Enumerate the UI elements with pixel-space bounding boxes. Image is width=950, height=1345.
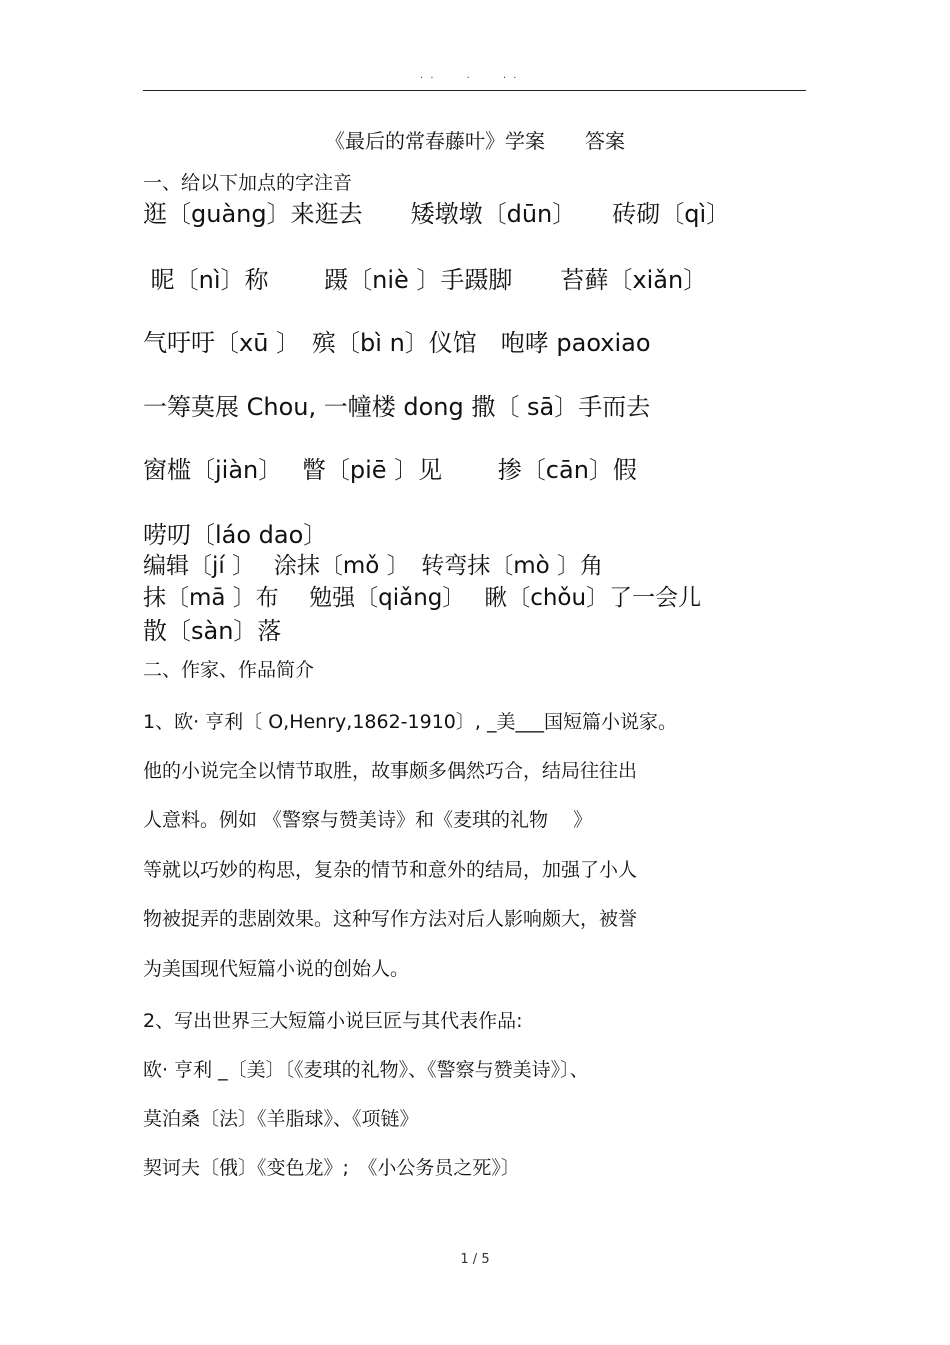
pronunciation-row: 散〔sàn〕落 xyxy=(143,617,282,645)
document-title: 《最后的常春藤叶》学案 答案 xyxy=(325,129,625,153)
pronunciation-row: 窗槛〔jiàn〕 瞥〔piē 〕见 掺〔cān〕假 xyxy=(143,456,637,484)
paragraph-line: 欧· 亨利 _〔美〕〔《麦琪的礼物》、《警察与赞美诗》〕、 xyxy=(143,1059,589,1081)
pronunciation-row: 气吁吁〔xū 〕 殡〔bì n〕仪馆 咆哮 paoxiao xyxy=(143,329,651,357)
pronunciation-row: 抹〔mā 〕布 勉强〔qiǎng〕 瞅〔chǒu〕了一会儿 xyxy=(143,585,702,611)
pronunciation-row: 编辑〔jí 〕 涂抹〔mǒ 〕 转弯抹〔mò 〕角 xyxy=(143,553,603,579)
paragraph-line: 契诃夫〔俄〕《变色龙》; 《小公务员之死》〕 xyxy=(143,1157,520,1179)
header-dots: . . . . . xyxy=(420,70,519,81)
paragraph-line: 物被捉弄的悲剧效果。这种写作方法对后人影响颇大，被誉 xyxy=(143,908,638,930)
section-heading-author: 二、作家、作品简介 xyxy=(143,659,315,681)
paragraph-line: 1、欧· 亨利〔 O,Henry,1862-1910〕, _美___国短篇小说家。 xyxy=(143,711,677,733)
pronunciation-row: 逛〔guàng〕来逛去 矮墩墩〔dūn〕 砖砌〔qì〕 xyxy=(143,200,731,228)
paragraph-line: 人意料。例如 《警察与赞美诗》和《麦琪的礼物 》 xyxy=(143,809,593,831)
pronunciation-row: 唠叨〔láo dao〕 xyxy=(143,521,328,549)
section-heading-pronunciation: 一、给以下加点的字注音 xyxy=(143,172,353,194)
paragraph-line: 他的小说完全以情节取胜，故事颇多偶然巧合，结局往往出 xyxy=(143,760,638,782)
page-number: 1 / 5 xyxy=(460,1252,490,1267)
paragraph-line: 莫泊桑〔法〕《羊脂球》、《项链》 xyxy=(143,1108,419,1130)
paragraph-line: 为美国现代短篇小说的创始人。 xyxy=(143,958,410,980)
paragraph-line: 2、写出世界三大短篇小说巨匠与其代表作品: xyxy=(143,1010,523,1032)
paragraph-line: 等就以巧妙的构思，复杂的情节和意外的结局，加强了小人 xyxy=(143,859,638,881)
pronunciation-row: 昵〔nì〕称 蹑〔niè 〕手蹑脚 苔藓〔xiǎn〕 xyxy=(143,266,708,294)
header-rule xyxy=(143,90,806,91)
pronunciation-row: 一筹莫展 Chou, 一幢楼 dong 撒〔 sā〕手而去 xyxy=(143,393,651,421)
